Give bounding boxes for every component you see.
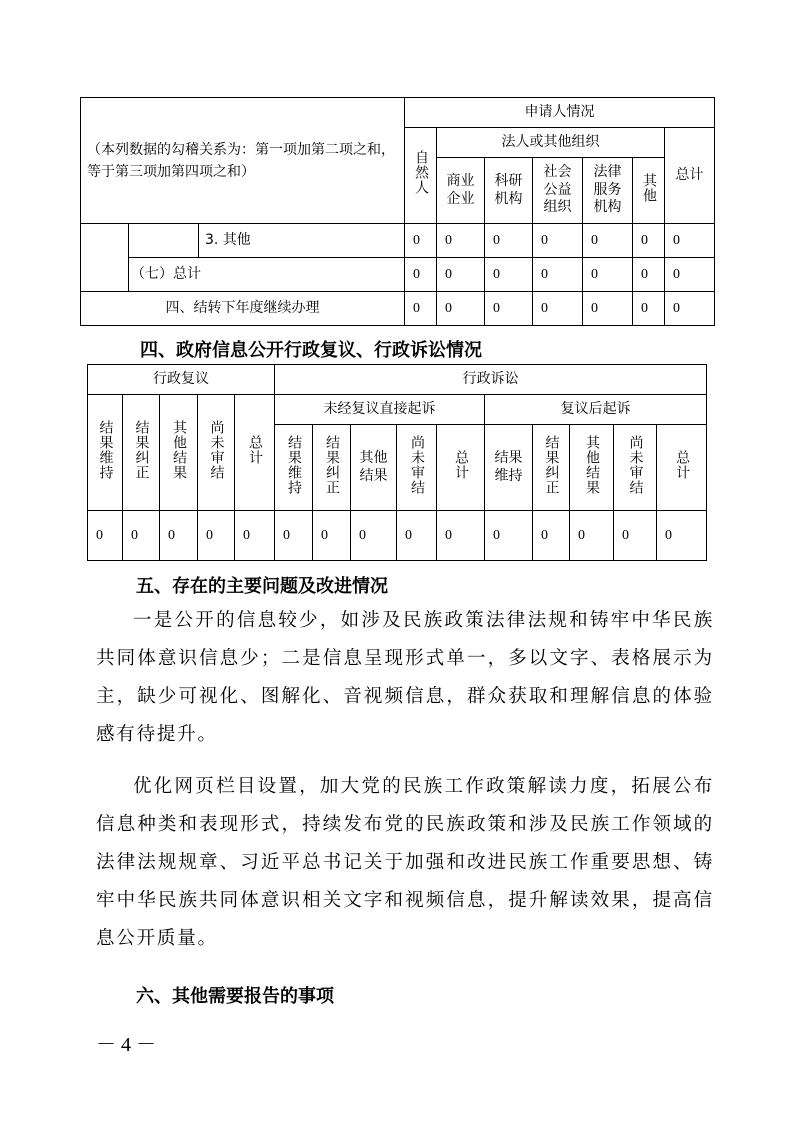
col-header: 尚未审结 — [397, 425, 437, 511]
admin-litigation-header: 行政诉讼 — [275, 365, 707, 395]
legal-entity-group-header: 法人或其他组织 — [437, 128, 665, 158]
cell: 0 — [235, 511, 275, 561]
cell: 0 — [313, 511, 351, 561]
cell: 0 — [160, 511, 198, 561]
cell: 0 — [123, 511, 160, 561]
table-row — [81, 224, 715, 258]
col-header: 结果纠正 — [533, 425, 570, 511]
cell: 0 — [485, 511, 533, 561]
cell: 0 — [405, 292, 437, 326]
review-litigation-table — [87, 364, 707, 561]
cell: 0 — [657, 511, 707, 561]
total-header: 总计 — [665, 128, 715, 224]
cell: 0 — [583, 292, 633, 326]
col-header: 尚未审结 — [614, 425, 657, 511]
cell: 0 — [583, 224, 633, 258]
section6-heading: 六、其他需要报告的事项 — [136, 986, 334, 1007]
col-header: 其他结果 — [570, 425, 614, 511]
table-row — [81, 258, 715, 292]
page-number: － 4 － — [96, 1034, 156, 1056]
cell: 0 — [533, 292, 583, 326]
table-row — [81, 292, 715, 326]
section5-heading: 五、存在的主要问题及改进情况 — [136, 576, 388, 597]
row-label: 3. 其他 — [199, 224, 405, 258]
cell: 0 — [633, 258, 665, 292]
cell: 0 — [533, 511, 570, 561]
natural-person-header: 自然人 — [405, 128, 437, 224]
applicant-situation-header: 申请人情况 — [405, 98, 715, 128]
cell: 0 — [570, 511, 614, 561]
cell: 0 — [614, 511, 657, 561]
social-welfare-header: 社会公益组织 — [533, 158, 583, 224]
cell: 0 — [437, 511, 485, 561]
cell: 0 — [583, 258, 633, 292]
col-header: 结果维持 — [485, 425, 533, 511]
col-header: 结果纠正 — [313, 425, 351, 511]
col-header: 结果维持 — [88, 395, 123, 511]
row-label: 四、结转下年度继续办理 — [81, 292, 405, 326]
admin-review-header: 行政复议 — [88, 365, 275, 395]
col-header: 尚未审结 — [198, 395, 235, 511]
col-header: 结果纠正 — [123, 395, 160, 511]
cell: 0 — [633, 224, 665, 258]
cell: 0 — [665, 224, 715, 258]
applicant-stats-table — [80, 97, 715, 326]
col-header: 总计 — [235, 395, 275, 511]
row-label: （七）总计 — [129, 258, 405, 292]
col-header: 其他结果 — [160, 395, 198, 511]
table-note: （本列数据的勾稽关系为：第一项加第二项之和，等于第三项加第四项之和） — [81, 98, 405, 224]
cell: 0 — [275, 511, 313, 561]
cell: 0 — [405, 258, 437, 292]
col-header: 结果维持 — [275, 425, 313, 511]
cell: 0 — [88, 511, 123, 561]
table-row — [88, 511, 707, 561]
direct-suit-header: 未经复议直接起诉 — [275, 395, 485, 425]
cell: 0 — [533, 258, 583, 292]
cell: 0 — [397, 511, 437, 561]
section4-heading: 四、政府信息公开行政复议、行政诉讼情况 — [140, 340, 482, 361]
cell: 0 — [665, 292, 715, 326]
cell: 0 — [485, 258, 533, 292]
cell: 0 — [437, 292, 485, 326]
commercial-header: 商业企业 — [437, 158, 485, 224]
post-review-suit-header: 复议后起诉 — [485, 395, 707, 425]
col-header: 其他结果 — [351, 425, 397, 511]
cell: 0 — [437, 258, 485, 292]
cell: 0 — [351, 511, 397, 561]
cell: 0 — [198, 511, 235, 561]
cell: 0 — [633, 292, 665, 326]
legal-service-header: 法律服务机构 — [583, 158, 633, 224]
section5-paragraph-1: 一是公开的信息较少，如涉及民族政策法律法规和铸牢中华民族共同体意识信息少；二是信息呈现形式单一，多以文字、表格展示为主，缺少可视化、图解化、音视频信息，群众获取和理解信息的体验感有待提升。 — [96, 610, 714, 745]
col-header: 总计 — [657, 425, 707, 511]
cell: 0 — [665, 258, 715, 292]
section5-paragraph-2: 优化网页栏目设置，加大党的民族工作政策解读力度，拓展公布信息种类和表现形式，持续发布党的民族政策和涉及民族工作领域的法律法规规章、习近平总书记关于加强和改进民族工作重要思想、铸牢中华民族共同体意识相关文字和视频信息，提升解读效果，提高信息公开质量。 — [96, 776, 714, 949]
col-header: 总计 — [437, 425, 485, 511]
other-header: 其他 — [633, 158, 665, 224]
cell: 0 — [485, 292, 533, 326]
cell: 0 — [485, 224, 533, 258]
cell: 0 — [533, 224, 583, 258]
research-header: 科研机构 — [485, 158, 533, 224]
cell: 0 — [405, 224, 437, 258]
cell: 0 — [437, 224, 485, 258]
